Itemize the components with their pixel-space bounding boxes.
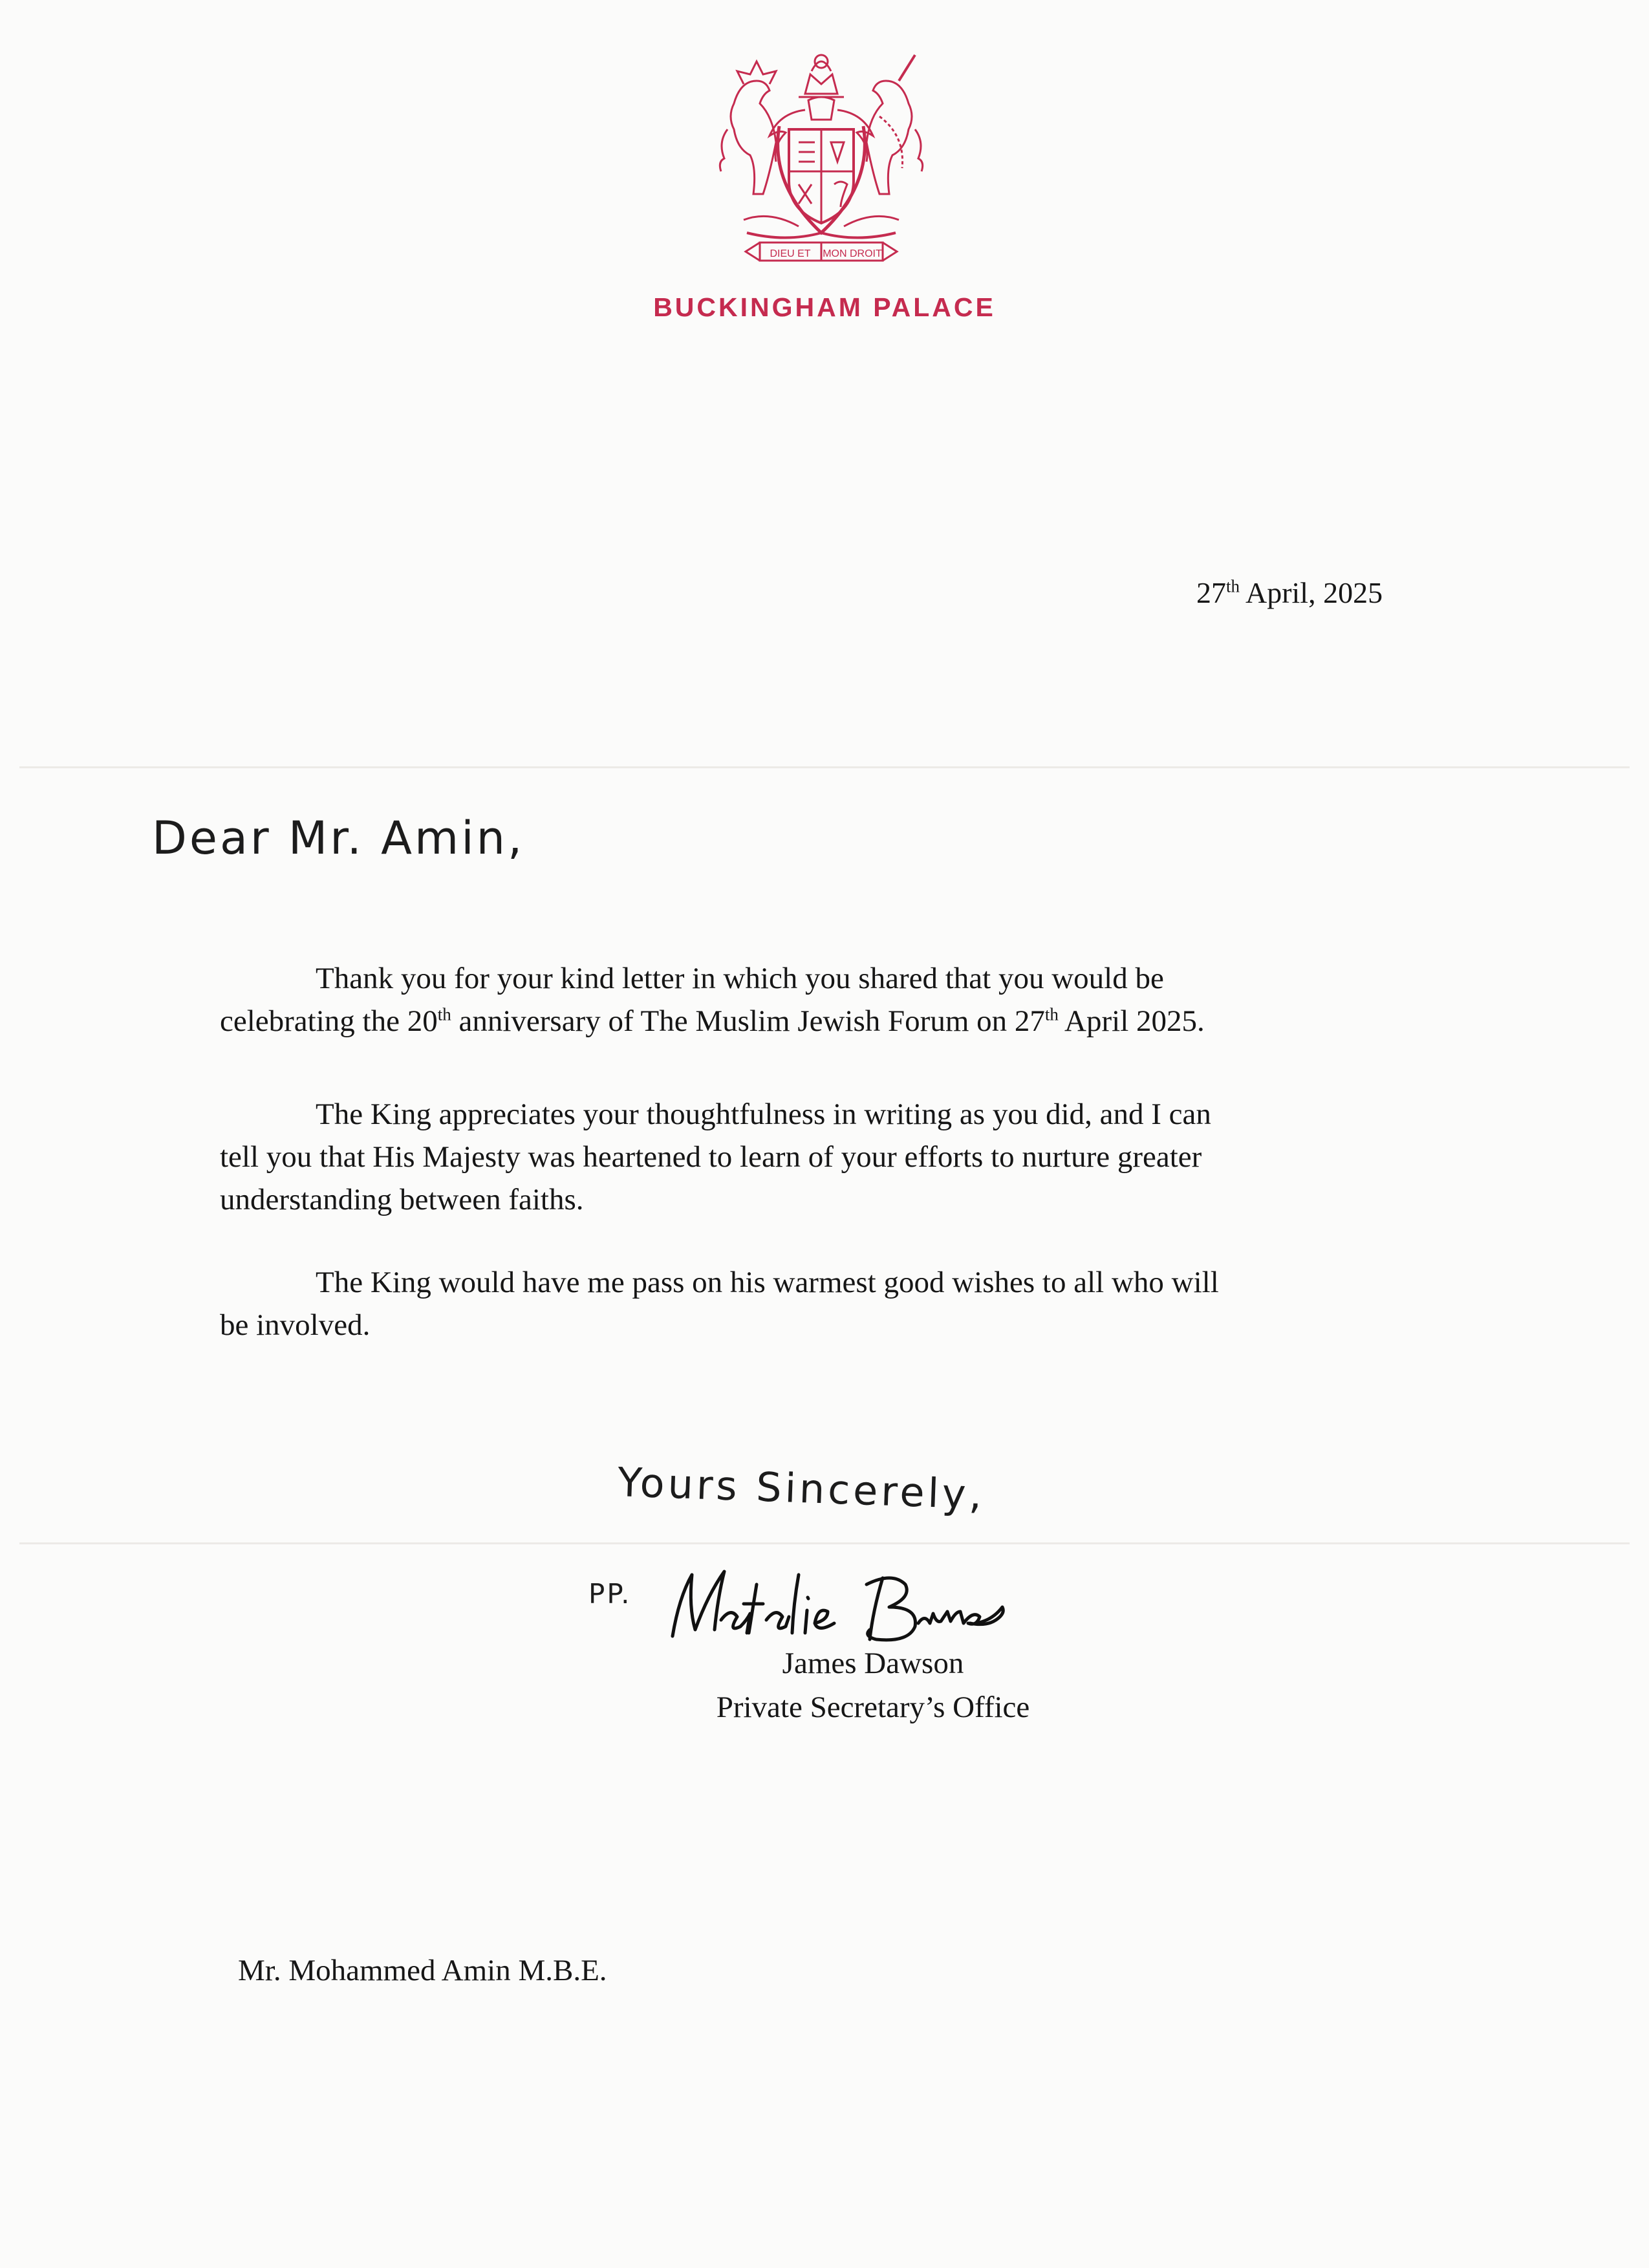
motto-text: MON DROIT bbox=[823, 248, 882, 259]
date-ordinal: th bbox=[1226, 576, 1240, 596]
signer-office: Private Secretary’s Office bbox=[716, 1690, 1030, 1724]
body-paragraph-2 bbox=[220, 1093, 1429, 1221]
paragraph-line: The King would have me pass on his warmest good wishes to all who will bbox=[316, 1266, 1219, 1299]
paper-fold-line bbox=[19, 766, 1630, 768]
recipient-name: Mr. Mohammed Amin M.B.E. bbox=[238, 1954, 607, 1987]
paragraph-line: be involved. bbox=[220, 1308, 371, 1342]
royal-coat-of-arms-icon bbox=[715, 45, 928, 278]
paragraph-line: Thank you for your kind letter in which you shared that you would be bbox=[316, 962, 1164, 995]
paper-fold-line bbox=[19, 1542, 1630, 1544]
handwritten-closing: Yours Sincerely, bbox=[616, 1458, 986, 1518]
paragraph-line: The King appreciates your thoughtfulness in writing as you did, and I can bbox=[316, 1097, 1211, 1131]
letterhead-title: BUCKINGHAM PALACE bbox=[653, 292, 996, 322]
signature-prefix: PP. bbox=[588, 1578, 632, 1610]
handwritten-salutation: Dear Mr. Amin, bbox=[152, 812, 525, 865]
date-month-year: April, 2025 bbox=[1240, 576, 1383, 609]
signer-name: James Dawson bbox=[782, 1647, 964, 1680]
letter-date bbox=[1196, 576, 1383, 610]
paragraph-line: understanding between faiths. bbox=[220, 1183, 584, 1216]
body-paragraph-1 bbox=[220, 957, 1429, 1042]
paragraph-line: tell you that His Majesty was heartened to learn of your efforts to nurture greater bbox=[220, 1140, 1202, 1174]
body-paragraph-3 bbox=[220, 1261, 1429, 1346]
motto-text: DIEU ET bbox=[770, 248, 811, 259]
signer-block bbox=[647, 1641, 1099, 1729]
paragraph-line: celebrating the 20th anniversary of The Muslim Jewish Forum on 27th April 2025. bbox=[220, 1004, 1205, 1038]
date-day: 27 bbox=[1196, 576, 1226, 609]
